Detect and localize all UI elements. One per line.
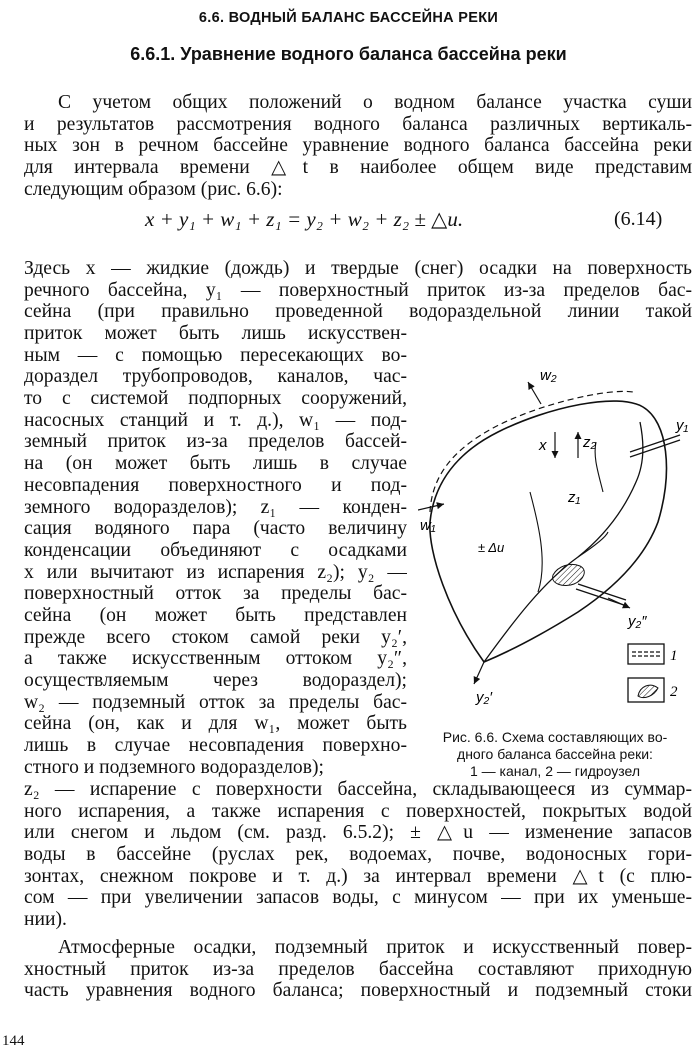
reservoir <box>553 564 585 585</box>
text-line: нии). <box>24 909 67 931</box>
subsection-title: 6.6.1. Уравнение водного баланса бассейна реки <box>130 44 567 64</box>
label-x: x <box>539 437 547 454</box>
text-line: ных зон в речном бассейне уравнение водного баланса бассейна реки <box>24 135 692 157</box>
legend-label-2: 2 <box>670 684 678 700</box>
w1-arrow <box>418 504 444 510</box>
text-line: хностный приток из-за пределов бассейна составляют приходную <box>24 958 692 980</box>
text-line: для интервала времени △t в наиболее общем виде представим <box>24 157 692 179</box>
y2pp-arrow <box>608 598 630 608</box>
basin-water-balance-figure <box>418 362 694 722</box>
groundwater-divide <box>430 391 633 512</box>
paragraph-intro <box>24 92 692 200</box>
text-line: следующим образом (рис. 6.6): <box>24 178 283 200</box>
caption-line: дного баланса бассейна реки: <box>457 746 653 762</box>
label-y1: y₁ <box>676 417 689 434</box>
paragraph-left-column <box>24 323 407 778</box>
text-line: а также искусственным оттоком y₂″, <box>24 648 407 670</box>
legend-label-1: 1 <box>670 648 678 664</box>
caption-line: 1 — канал, 2 — гидроузел <box>469 763 641 779</box>
equation-number: (6.14) <box>614 208 663 230</box>
text-line: земный приток из-за пределов бассей- <box>24 431 407 453</box>
equation: x + y₁ + w₁ + z₁ = y₂ + w₂ + z₂ ± △u. <box>145 207 464 231</box>
text-line: z₂ — испарение с поверхности бассейна, складывающееся из суммар- <box>24 779 692 800</box>
label-w2: w₂ <box>540 367 557 384</box>
main-river <box>484 422 643 662</box>
label-y2p: y₂′ <box>476 689 493 706</box>
text-line: осуществляемым через водораздел); <box>24 670 407 691</box>
label-z1: z₁ <box>568 489 581 506</box>
label-w1: w₁ <box>420 517 436 534</box>
text-line: дораздел трубопроводов, каналов, час- <box>24 366 407 388</box>
text-line: зонтах, снежном покрове и т. д.) за интервал времени △t (с плю- <box>24 865 692 887</box>
page-number: 144 <box>2 1033 25 1049</box>
text-line: конденсации объединяют с осадками <box>24 539 407 561</box>
text-line: то с системой подпорных сооружений, <box>24 388 407 410</box>
paragraph-definitions-continued <box>24 779 692 931</box>
label-y2pp: y₂″ <box>628 613 647 630</box>
text-line: приток может быть лишь искусствен- <box>24 323 407 344</box>
text-line: на (он может быть лишь в случае <box>24 453 407 475</box>
text-line: ного испарения, а также испарения с поверхностей, покрытых водой <box>24 800 692 822</box>
text-line: насосных станций и т. д.), w₁ — под- <box>24 409 407 431</box>
tributary <box>530 492 542 592</box>
caption-line: Рис. 6.6. Схема составляющих во- <box>442 729 668 745</box>
text-line: сация водяного пара (часто величину <box>24 518 407 540</box>
text-line: поверхностный отток за пределы бас- <box>24 583 407 605</box>
text-line: прежде всего стоком самой реки y₂′, <box>24 626 407 648</box>
text-line: часть уравнения водного баланса; поверхностный и подземный стоки <box>24 980 692 1002</box>
tributary <box>595 442 603 492</box>
label-du: ± Δu <box>478 540 505 555</box>
y2p-arrow <box>474 662 484 684</box>
text-line: сом — при увеличении запасов воды, с минусом — при их уменьше- <box>24 887 692 909</box>
text-line: x или вычитают из испарения z₂); y₂ — <box>24 561 407 583</box>
paragraph-definitions <box>24 258 692 323</box>
figure-caption <box>415 729 695 780</box>
legend-canal-box <box>628 644 664 664</box>
text-line: ным — с помощью пересекающих во- <box>24 344 407 366</box>
text-line: стного и подземного водоразделов); <box>24 756 324 778</box>
section-title: 6.6. ВОДНЫЙ БАЛАНС БАССЕЙНА РЕКИ <box>198 10 499 26</box>
text-line: несовпадения поверхностного и под- <box>24 474 407 496</box>
text-line: С учетом общих положений о водном балансе участка суши <box>58 92 692 113</box>
text-line: сейна (он может быть представлен <box>24 604 407 626</box>
text-line: w₂ — подземный отток за пределы бас- <box>24 691 407 713</box>
text-line: лишь в случае несовпадения поверхно- <box>24 735 407 757</box>
text-line: сейна (он, как и для w₁, может быть <box>24 713 407 735</box>
text-line: речного бассейна, y₁ — поверхностный приток из-за пределов бас- <box>24 279 692 301</box>
canal-inflow <box>630 435 680 452</box>
text-line: воды в бассейне (руслах рек, водоемах, почве, водоносных гори- <box>24 844 692 866</box>
text-line: сейна (при правильно проведенной водораздельной линии такой <box>24 301 692 323</box>
text-line: и результатов рассмотрения водного баланса различных вертикаль- <box>24 113 692 135</box>
label-z2: z₂ <box>583 434 597 451</box>
text-line: или снегом и льдом (см. разд. 6.5.2); ± △u — изменение запасов <box>24 822 692 844</box>
text-line: земного водоразделов); z₁ — конден- <box>24 496 407 518</box>
text-line: Здесь x — жидкие (дождь) и твердые (снег) осадки на поверхность <box>24 258 692 279</box>
text-line: Атмосферные осадки, подземный приток и искусственный повер- <box>58 937 692 958</box>
paragraph-inflow <box>24 937 692 1002</box>
w2-arrow <box>528 382 541 404</box>
